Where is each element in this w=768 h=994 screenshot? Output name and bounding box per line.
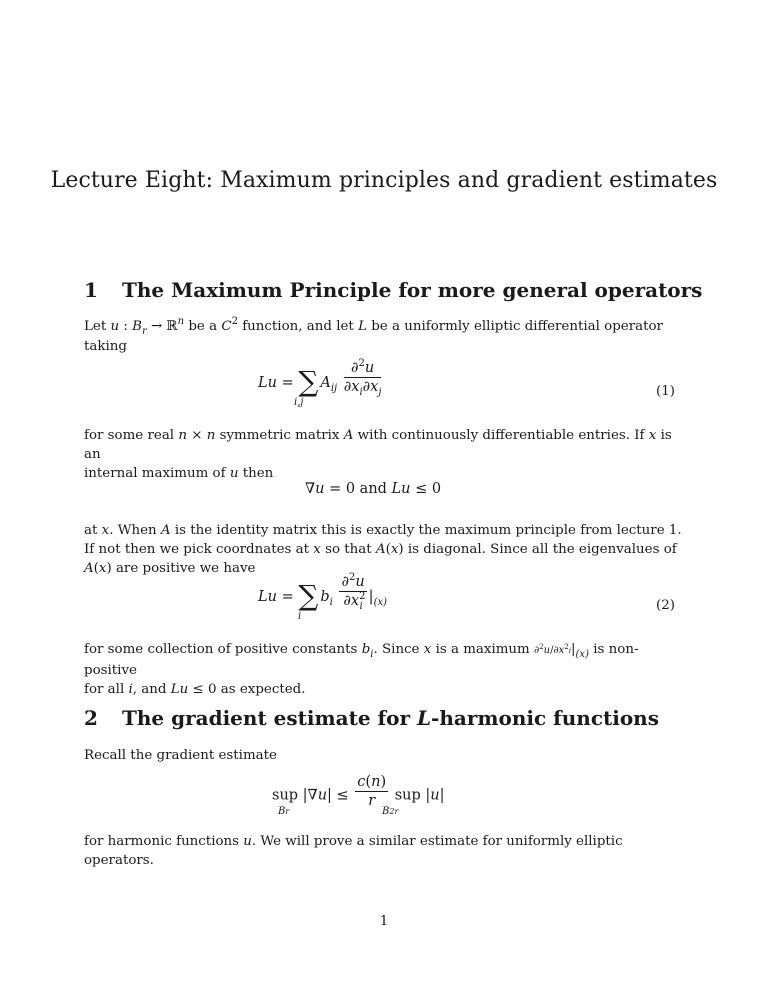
text-line: Let u : $B_r$ → ℝ$^n$ be a $C^2$ function, and let L be a uniformly elliptic differential operator bbox=[84, 316, 663, 337]
equation-1: Lu = ∑ $A_{ij}$ $\frac{\partial^2u}{\partial x_i\partial x_j}$ i,j bbox=[258, 357, 382, 408]
section-1-heading bbox=[84, 278, 702, 302]
text-line: A(x) are positive we have bbox=[84, 561, 256, 576]
paragraph-matrix bbox=[84, 426, 684, 483]
paragraph-intro bbox=[84, 317, 684, 356]
section-title: The gradient estimate for L-harmonic functions bbox=[122, 706, 659, 730]
section-number: 1 bbox=[84, 278, 98, 302]
text-line: Recall the gradient estimate bbox=[84, 748, 277, 763]
text-line: internal maximum of u then bbox=[84, 466, 274, 481]
page-title: Lecture Eight: Maximum principles and gradient estimates bbox=[50, 168, 718, 193]
section-number: 2 bbox=[84, 706, 98, 730]
section-2-heading bbox=[84, 706, 659, 730]
text-line: taking bbox=[84, 339, 127, 354]
paragraph-harmonic bbox=[84, 832, 684, 870]
text-line: for harmonic functions u. We will prove a similar estimate for uniformly elliptic operators. bbox=[84, 834, 623, 868]
paragraph-recall bbox=[84, 746, 684, 765]
section-title: The Maximum Principle for more general operators bbox=[122, 278, 703, 302]
paragraph-constants bbox=[84, 640, 684, 699]
equation-2: Lu = ∑ $b_i$ $\frac{\partial^2u}{\partial x^2_i}$ $|_{(x)}$ i bbox=[258, 571, 388, 622]
text-line: for some collection of positive constants $b_i$. Since x is a maximum $\partial^2u/\partial x^2i|_{(x)}$ is non-positive bbox=[84, 642, 639, 678]
condition-equation: ∇u = 0 and Lu ≤ 0 bbox=[305, 481, 442, 497]
text-line: for some real n × n symmetric matrix A with continuously differentiable entries. If x is an bbox=[84, 428, 672, 462]
text-line: for all i, and Lu ≤ 0 as expected. bbox=[84, 682, 306, 697]
paragraph-identity bbox=[84, 521, 684, 578]
page-number: 1 bbox=[379, 914, 389, 929]
equation-2-label: (2) bbox=[656, 598, 675, 613]
gradient-estimate-equation: sup |∇u| ≤ $\frac{c(n)}{r}$ sup |u| Br B2r bbox=[272, 774, 445, 817]
text-line: If not then we pick coordnates at x so that A(x) is diagonal. Since all the eigenvalues of bbox=[84, 542, 677, 557]
equation-1-label: (1) bbox=[656, 384, 675, 399]
text-line: at x. When A is the identity matrix this is exactly the maximum principle from lecture 1. bbox=[84, 523, 682, 538]
